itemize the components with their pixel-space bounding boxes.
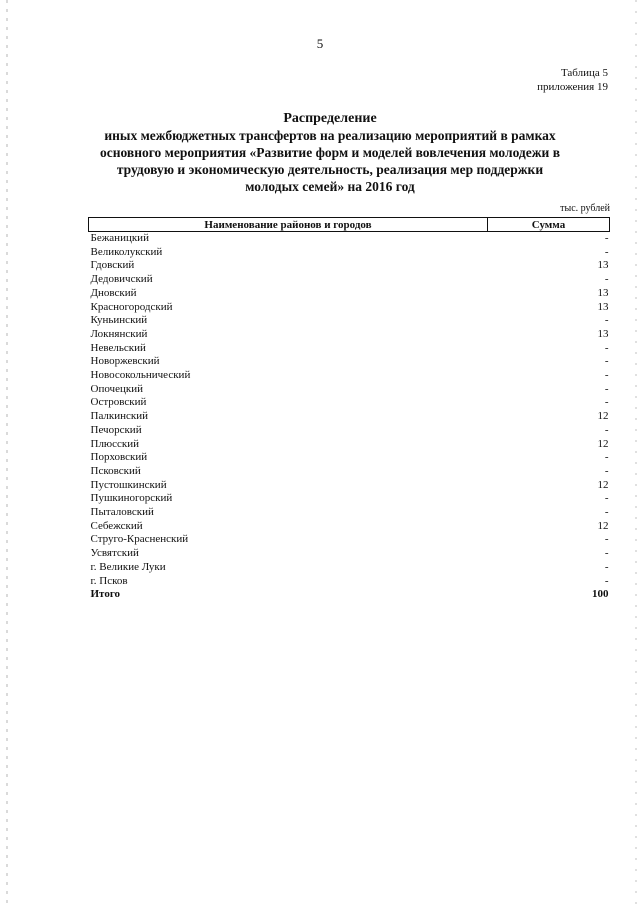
table-row (89, 547, 610, 561)
table-row (89, 328, 610, 342)
row-amount: - (604, 574, 609, 587)
table-row (89, 506, 610, 520)
row-name: Пыталовский (90, 506, 154, 519)
table-row (89, 465, 610, 479)
row-amount: - (604, 423, 609, 436)
table-row (89, 438, 610, 452)
row-amount: - (604, 506, 609, 519)
row-amount: - (604, 396, 609, 409)
row-amount: - (604, 314, 609, 327)
row-amount: 12 (597, 519, 609, 532)
row-name: Себежский (90, 519, 143, 532)
table-row (89, 232, 610, 246)
row-amount: - (604, 492, 609, 505)
row-name: Бежаницкий (90, 232, 149, 244)
row-amount: - (604, 341, 609, 354)
table-row (89, 246, 610, 260)
table-row (89, 369, 610, 383)
row-name: Пушкиногорский (90, 492, 173, 505)
table-row (89, 410, 610, 424)
row-amount: - (604, 273, 609, 286)
table-row (89, 355, 610, 369)
table-reference-line2: приложения 19 (537, 81, 608, 93)
row-amount: - (604, 560, 609, 573)
row-amount: - (604, 245, 609, 258)
distribution-table (88, 217, 610, 602)
row-name: Дновский (90, 286, 137, 299)
table-row (89, 533, 610, 547)
row-name: Пустошкинский (90, 478, 167, 491)
row-amount: 12 (597, 478, 609, 491)
title-line-2: иных межбюджетных трансфертов на реализацию мероприятий в рамках (104, 128, 556, 143)
row-amount: 13 (597, 286, 609, 299)
table-reference-line1: Таблица 5 (560, 67, 608, 79)
table-row (89, 451, 610, 465)
header-amount: Сумма (488, 218, 610, 232)
row-amount: - (604, 547, 609, 560)
title-line-3: основного мероприятия «Развитие форм и моделей вовлечения молодежи в (99, 145, 560, 160)
row-amount: 13 (597, 300, 609, 313)
page-number: 5 (316, 36, 324, 51)
table-row (89, 492, 610, 506)
row-amount: - (604, 355, 609, 368)
row-name: Усвятский (90, 547, 139, 560)
header-name: Наименование районов и городов (89, 218, 488, 232)
table-body (89, 232, 610, 602)
row-name: Великолукский (90, 245, 163, 258)
table-row (89, 479, 610, 493)
table-row (89, 259, 610, 273)
row-name: Локнянский (90, 327, 148, 340)
row-name: Красногородский (90, 300, 173, 313)
row-amount: - (604, 451, 609, 464)
row-name: Новоржевский (90, 355, 160, 368)
row-amount: - (604, 464, 609, 477)
title-line-1: Распределение (283, 111, 377, 126)
title-line-4: трудовую и экономическую деятельность, реализация мер поддержки (116, 162, 544, 177)
row-amount: - (604, 369, 609, 382)
row-amount: 12 (597, 437, 609, 450)
row-name: Псковский (90, 464, 141, 477)
row-name: Плюсский (90, 437, 140, 450)
table-row (89, 273, 610, 287)
row-name: Палкинский (90, 410, 149, 423)
row-amount: - (604, 533, 609, 546)
total-row (89, 588, 610, 602)
table-reference (537, 66, 608, 94)
document-title (70, 110, 590, 195)
table-header-row (89, 218, 610, 232)
table-row (89, 383, 610, 397)
total-label: Итого (90, 588, 121, 601)
row-amount: - (604, 382, 609, 395)
table-row (89, 424, 610, 438)
row-name: г. Великие Луки (90, 560, 166, 573)
scan-margin-left (6, 0, 8, 905)
table-row (89, 575, 610, 589)
table-row (89, 314, 610, 328)
row-name: Островский (90, 396, 147, 409)
units-label: тыс. рублей (560, 203, 610, 214)
row-amount: 13 (597, 259, 609, 272)
scan-margin-right (635, 0, 637, 905)
row-name: Струго-Красненский (90, 533, 189, 546)
row-amount: 13 (597, 327, 609, 340)
row-name: Дедовичский (90, 273, 153, 286)
total-amount: 100 (592, 588, 609, 601)
title-line-5: молодых семей» на 2016 год (245, 179, 415, 194)
table-row (89, 287, 610, 301)
table-row (89, 561, 610, 575)
row-name: Опочецкий (90, 382, 143, 395)
table-row (89, 520, 610, 534)
table-row (89, 301, 610, 315)
table-row (89, 396, 610, 410)
row-name: г. Псков (90, 574, 128, 587)
row-name: Гдовский (90, 259, 135, 272)
table-row (89, 342, 610, 356)
row-name: Порховский (90, 451, 148, 464)
row-name: Невельский (90, 341, 146, 354)
row-amount: - (604, 232, 609, 244)
row-amount: 12 (597, 410, 609, 423)
row-name: Куньинский (90, 314, 148, 327)
row-name: Печорский (90, 423, 142, 436)
row-name: Новосокольнический (90, 369, 191, 382)
